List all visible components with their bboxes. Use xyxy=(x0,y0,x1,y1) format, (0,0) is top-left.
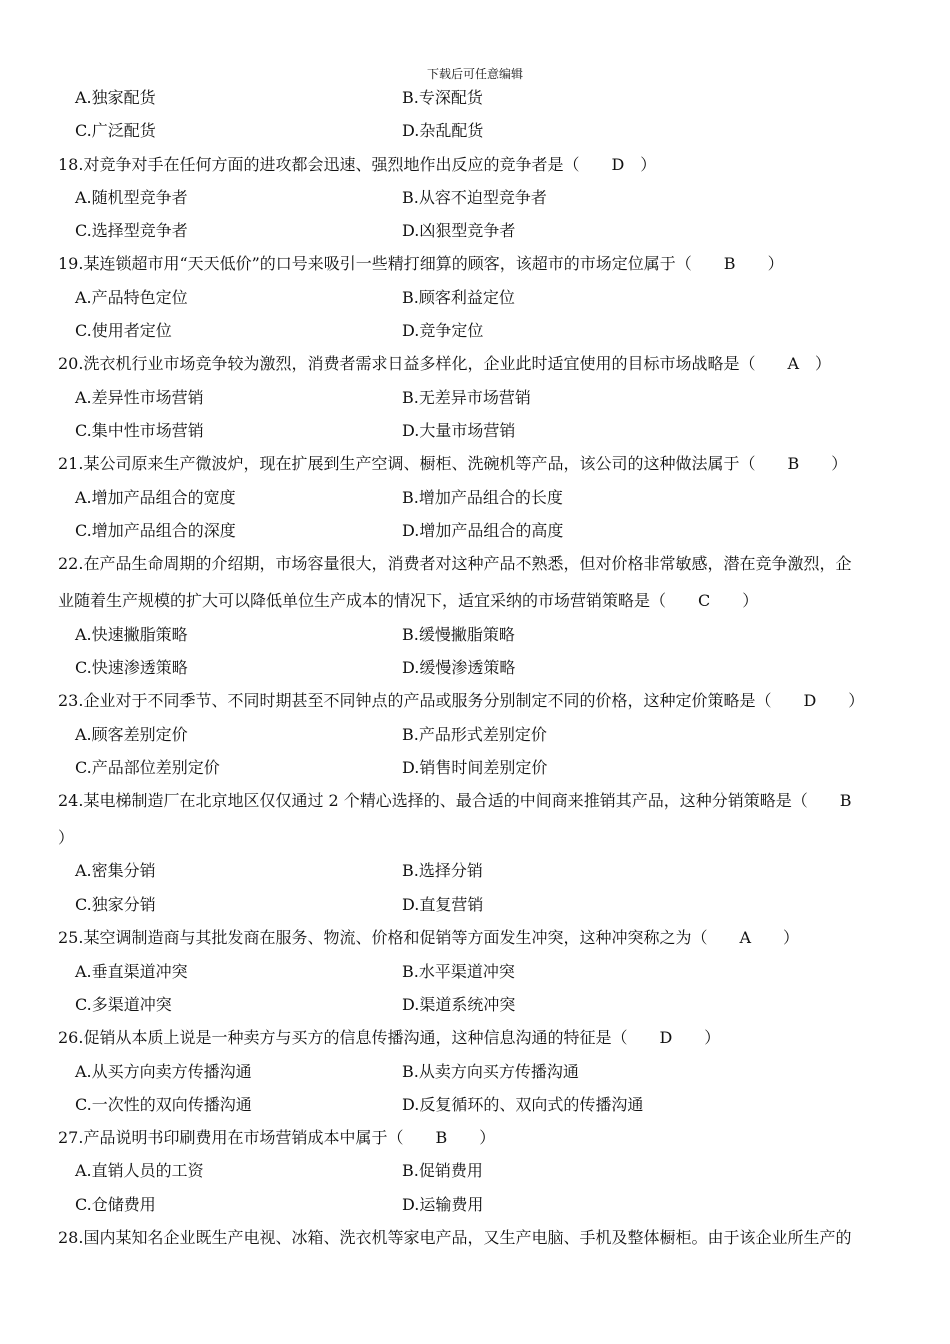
question-text: 24.某电梯制造厂在北京地区仅仅通过 2 个精心选择的、最合适的中间商来推销其产品，这种分销策略是（ B xyxy=(58,791,852,810)
question-text: 25.某空调制造商与其批发商在服务、物流、价格和促销等方面发生冲突，这种冲突称之为（ A ） xyxy=(58,928,800,947)
option-left: A.垂直渠道冲突 xyxy=(75,962,188,981)
option-left: C.使用者定位 xyxy=(75,321,172,340)
option-left: C.产品部位差别定价 xyxy=(75,758,220,777)
option-right: B.产品形式差别定价 xyxy=(402,725,547,744)
option-left: A.差异性市场营销 xyxy=(75,388,204,407)
question-continuation: ） xyxy=(58,828,75,847)
option-left: C.广泛配货 xyxy=(75,121,156,140)
option-left: A.产品特色定位 xyxy=(75,288,188,307)
question-text: 21.某公司原来生产微波炉，现在扩展到生产空调、橱柜、洗碗机等产品，该公司的这种做法属于（ B ） xyxy=(58,454,848,473)
option-left: C.一次性的双向传播沟通 xyxy=(75,1095,252,1114)
option-left: C.仓储费用 xyxy=(75,1195,156,1214)
option-right: D.增加产品组合的高度 xyxy=(402,521,564,540)
option-right: D.杂乱配货 xyxy=(402,121,484,140)
option-right: B.顾客利益定位 xyxy=(402,288,515,307)
question-text: 19.某连锁超市用“天天低价”的口号来吸引一些精打细算的顾客，该超市的市场定位属于（ B ） xyxy=(58,254,784,273)
question-continuation: 业随着生产规模的扩大可以降低单位生产成本的情况下，适宜采纳的市场营销策略是（ C ） xyxy=(58,591,759,610)
option-right: D.凶狠型竞争者 xyxy=(402,221,516,240)
question-text: 26.促销从本质上说是一种卖方与买方的信息传播沟通，这种信息沟通的特征是（ D ） xyxy=(58,1028,721,1047)
option-right: D.销售时间差别定价 xyxy=(402,758,548,777)
option-right: B.从卖方向买方传播沟通 xyxy=(402,1062,579,1081)
option-right: B.从容不迫型竞争者 xyxy=(402,188,547,207)
option-right: D.渠道系统冲突 xyxy=(402,995,516,1014)
question-text: 20.洗衣机行业市场竞争较为激烈，消费者需求日益多样化，企业此时适宜使用的目标市场战略是（ A ） xyxy=(58,354,832,373)
option-right: D.直复营销 xyxy=(402,895,484,914)
option-right: B.缓慢撇脂策略 xyxy=(402,625,515,644)
option-right: B.水平渠道冲突 xyxy=(402,962,515,981)
question-text: 28.国内某知名企业既生产电视、冰箱、洗衣机等家电产品，又生产电脑、手机及整体橱柜。由于该企业所生产的 xyxy=(58,1228,852,1247)
option-left: C.集中性市场营销 xyxy=(75,421,204,440)
option-right: B.专深配货 xyxy=(402,88,483,107)
option-left: A.密集分销 xyxy=(75,861,156,880)
option-left: C.快速渗透策略 xyxy=(75,658,188,677)
option-left: A.顾客差别定价 xyxy=(75,725,188,744)
option-right: B.选择分销 xyxy=(402,861,483,880)
option-right: B.增加产品组合的长度 xyxy=(402,488,563,507)
question-text: 23.企业对于不同季节、不同时期甚至不同钟点的产品或服务分别制定不同的价格，这种定价策略是（ D ） xyxy=(58,691,865,710)
option-left: A.直销人员的工资 xyxy=(75,1161,204,1180)
option-right: B.无差异市场营销 xyxy=(402,388,531,407)
option-left: C.多渠道冲突 xyxy=(75,995,172,1014)
option-left: A.快速撇脂策略 xyxy=(75,625,188,644)
option-right: D.运输费用 xyxy=(402,1195,484,1214)
option-left: A.独家配货 xyxy=(75,88,156,107)
option-right: D.竞争定位 xyxy=(402,321,484,340)
option-left: A.随机型竞争者 xyxy=(75,188,188,207)
option-left: A.从买方向卖方传播沟通 xyxy=(75,1062,252,1081)
question-text: 18.对竞争对手在任何方面的进攻都会迅速、强烈地作出反应的竞争者是（ D ） xyxy=(58,155,657,174)
option-right: B.促销费用 xyxy=(402,1161,483,1180)
option-left: A.增加产品组合的宽度 xyxy=(75,488,236,507)
option-right: D.大量市场营销 xyxy=(402,421,516,440)
page-header: 下载后可任意编辑 xyxy=(426,67,523,81)
option-left: C.增加产品组合的深度 xyxy=(75,521,236,540)
option-left: C.选择型竞争者 xyxy=(75,221,188,240)
option-right: D.缓慢渗透策略 xyxy=(402,658,516,677)
option-right: D.反复循环的、双向式的传播沟通 xyxy=(402,1095,644,1114)
question-text: 27.产品说明书印刷费用在市场营销成本中属于（ B ） xyxy=(58,1128,496,1147)
question-text: 22.在产品生命周期的介绍期，市场容量很大，消费者对这种产品不熟悉，但对价格非常敏感，潜在竞争激烈，企 xyxy=(58,554,852,573)
option-left: C.独家分销 xyxy=(75,895,156,914)
